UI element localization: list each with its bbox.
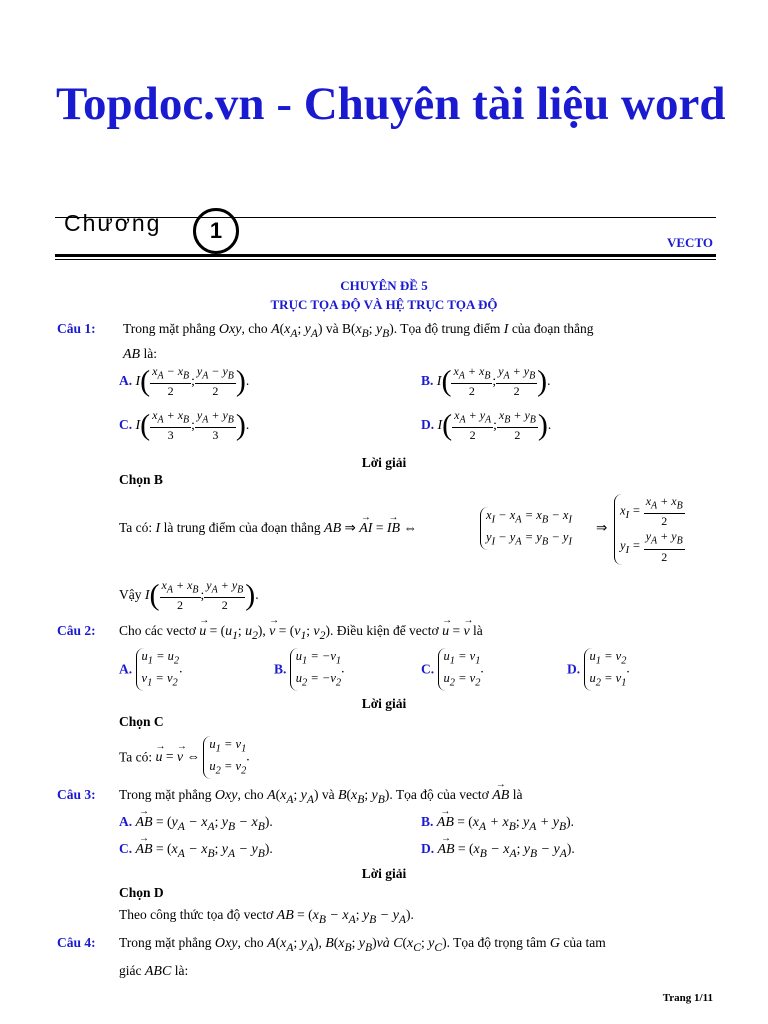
header-rule-under (55, 259, 716, 260)
q1-solution-heading: Lời giải (361, 455, 407, 470)
q2-block (57, 622, 96, 640)
q1-answer: Chọn B (119, 472, 163, 487)
chapter-label: Chương (64, 210, 162, 236)
q3-answer: Chọn D (119, 885, 164, 900)
q2-option-a: A. $u_1 = u_2$ $v_1 = v_2$. (119, 648, 182, 691)
q2-stem: Cho các vectơ → $u = (u_1$; $u_2$), → $v = (v_1$; $v_2$). Điều kiện để vectơ → u = → v là (119, 622, 483, 645)
q1-block (57, 320, 96, 338)
q1-conclusion: Vậy I( $\frac{x_A + x_B}{2}$ ; $\frac{y_A + y_B}{2}$ ). (119, 578, 259, 613)
q3-option-d: D. → AB = ($x_B - x_A$; $y_B - y_A$). (421, 840, 575, 863)
q3-label: Câu 3: (57, 787, 96, 802)
q2-label: Câu 2: (57, 623, 96, 638)
q1-stem: Trong mặt phẳng Oxy, cho $A(x_A$; $y_A$) và $B(x_B$; $y_B$). Tọa độ trung điểm I của đoạn thẳng (123, 321, 594, 340)
q3-option-c: C. → AB = ($x_A - x_B$; $y_A - y_B$). (119, 840, 273, 863)
q1-option-d: D. I( $\frac{x_A + y_A}{2}$ ; $\frac{x_B + y_B}{2}$ ). (421, 408, 552, 443)
q1-explain: Ta có: I là trung điểm của đoạn thẳng AB ⇒ → AI = → IB ⇔ (119, 519, 417, 538)
q2-option-b: B. $u_1 = -v_1$ $u_2 = -v_2$. (274, 648, 344, 691)
q4-stem-2: giác ABC là: (119, 963, 189, 979)
q3-solution-heading: Lời giải (361, 866, 407, 881)
header-rule-thick (55, 254, 716, 257)
q2-option-c: C. $u_1 = v_1$ $u_2 = v_2$. (421, 648, 484, 691)
page-number: Trang 1/11 (662, 992, 713, 1004)
q1-option-c: C. I( $\frac{x_A + x_B}{3}$ ; $\frac{y_A + y_B}{3}$ ). (119, 408, 250, 443)
q2-solution-heading: Lời giải (361, 696, 407, 711)
q3-stem: Trong mặt phẳng Oxy, cho $A(x_A$; $y_A$) và $B(x_B$; $y_B$). Tọa độ của vectơ → AB là (119, 786, 522, 809)
q4-label: Câu 4: (57, 935, 96, 950)
q4-stem: Trong mặt phẳng Oxy, cho $A(x_A$; $y_A$), $B(x_B$; $y_B)và$ $C(x_C$; $y_C$). Tọa độ trọng tâm G của tam (119, 935, 606, 954)
chapter-number-badge: 1 (193, 208, 239, 254)
q3-option-a: A. → AB = ($y_A - x_A$; $y_B - x_B$). (119, 813, 273, 836)
topic-line-2: TRỤC TỌA ĐỘ VÀ HỆ TRỤC TỌA ĐỘ (270, 297, 498, 312)
q2-option-d: D. $u_1 = v_2$ $u_2 = v_1$. (567, 648, 630, 691)
q1-system-2: $x_I$ = $\frac{x_A + x_B}{2}$ $y_I$ = $\frac{y_A + y_B}{2}$ (614, 494, 685, 565)
q1-stem-2: AB là: (123, 346, 157, 362)
q4-block (57, 934, 96, 952)
q1-implies: ⇒ (596, 520, 608, 535)
q3-block (57, 786, 96, 804)
q2-answer: Chọn C (119, 714, 164, 729)
q3-option-b: B. → AB = ($x_A + x_B$; $y_A + y_B$). (421, 813, 574, 836)
q1-option-b: B. I( $\frac{x_A + x_B}{2}$ ; $\frac{y_A + y_B}{2}$ ). (421, 364, 551, 399)
q1-option-a: A. I( $\frac{x_A - x_B}{2}$ ; $\frac{y_A - y_B}{2}$ ). (119, 364, 250, 399)
q3-explain: Theo công thức tọa độ vectơ AB = ($x_B - x_A$; $y_B - y_A$). (119, 907, 414, 926)
q1-system-1: $x_I - x_A = x_B - x_I$ $y_I - y_A = y_B - y_I$ (480, 507, 572, 550)
site-title: Topdoc.vn - Chuyên tài liệu word (56, 78, 726, 130)
q2-explain: Ta có: → u = → v ⇔ $u_1 = v_1$ $u_2 = v_2$. (119, 736, 250, 779)
q1-label: Câu 1: (57, 321, 96, 336)
topic-line-1: CHUYÊN ĐỀ 5 (340, 278, 428, 293)
chapter-name: VECTO (667, 235, 713, 250)
